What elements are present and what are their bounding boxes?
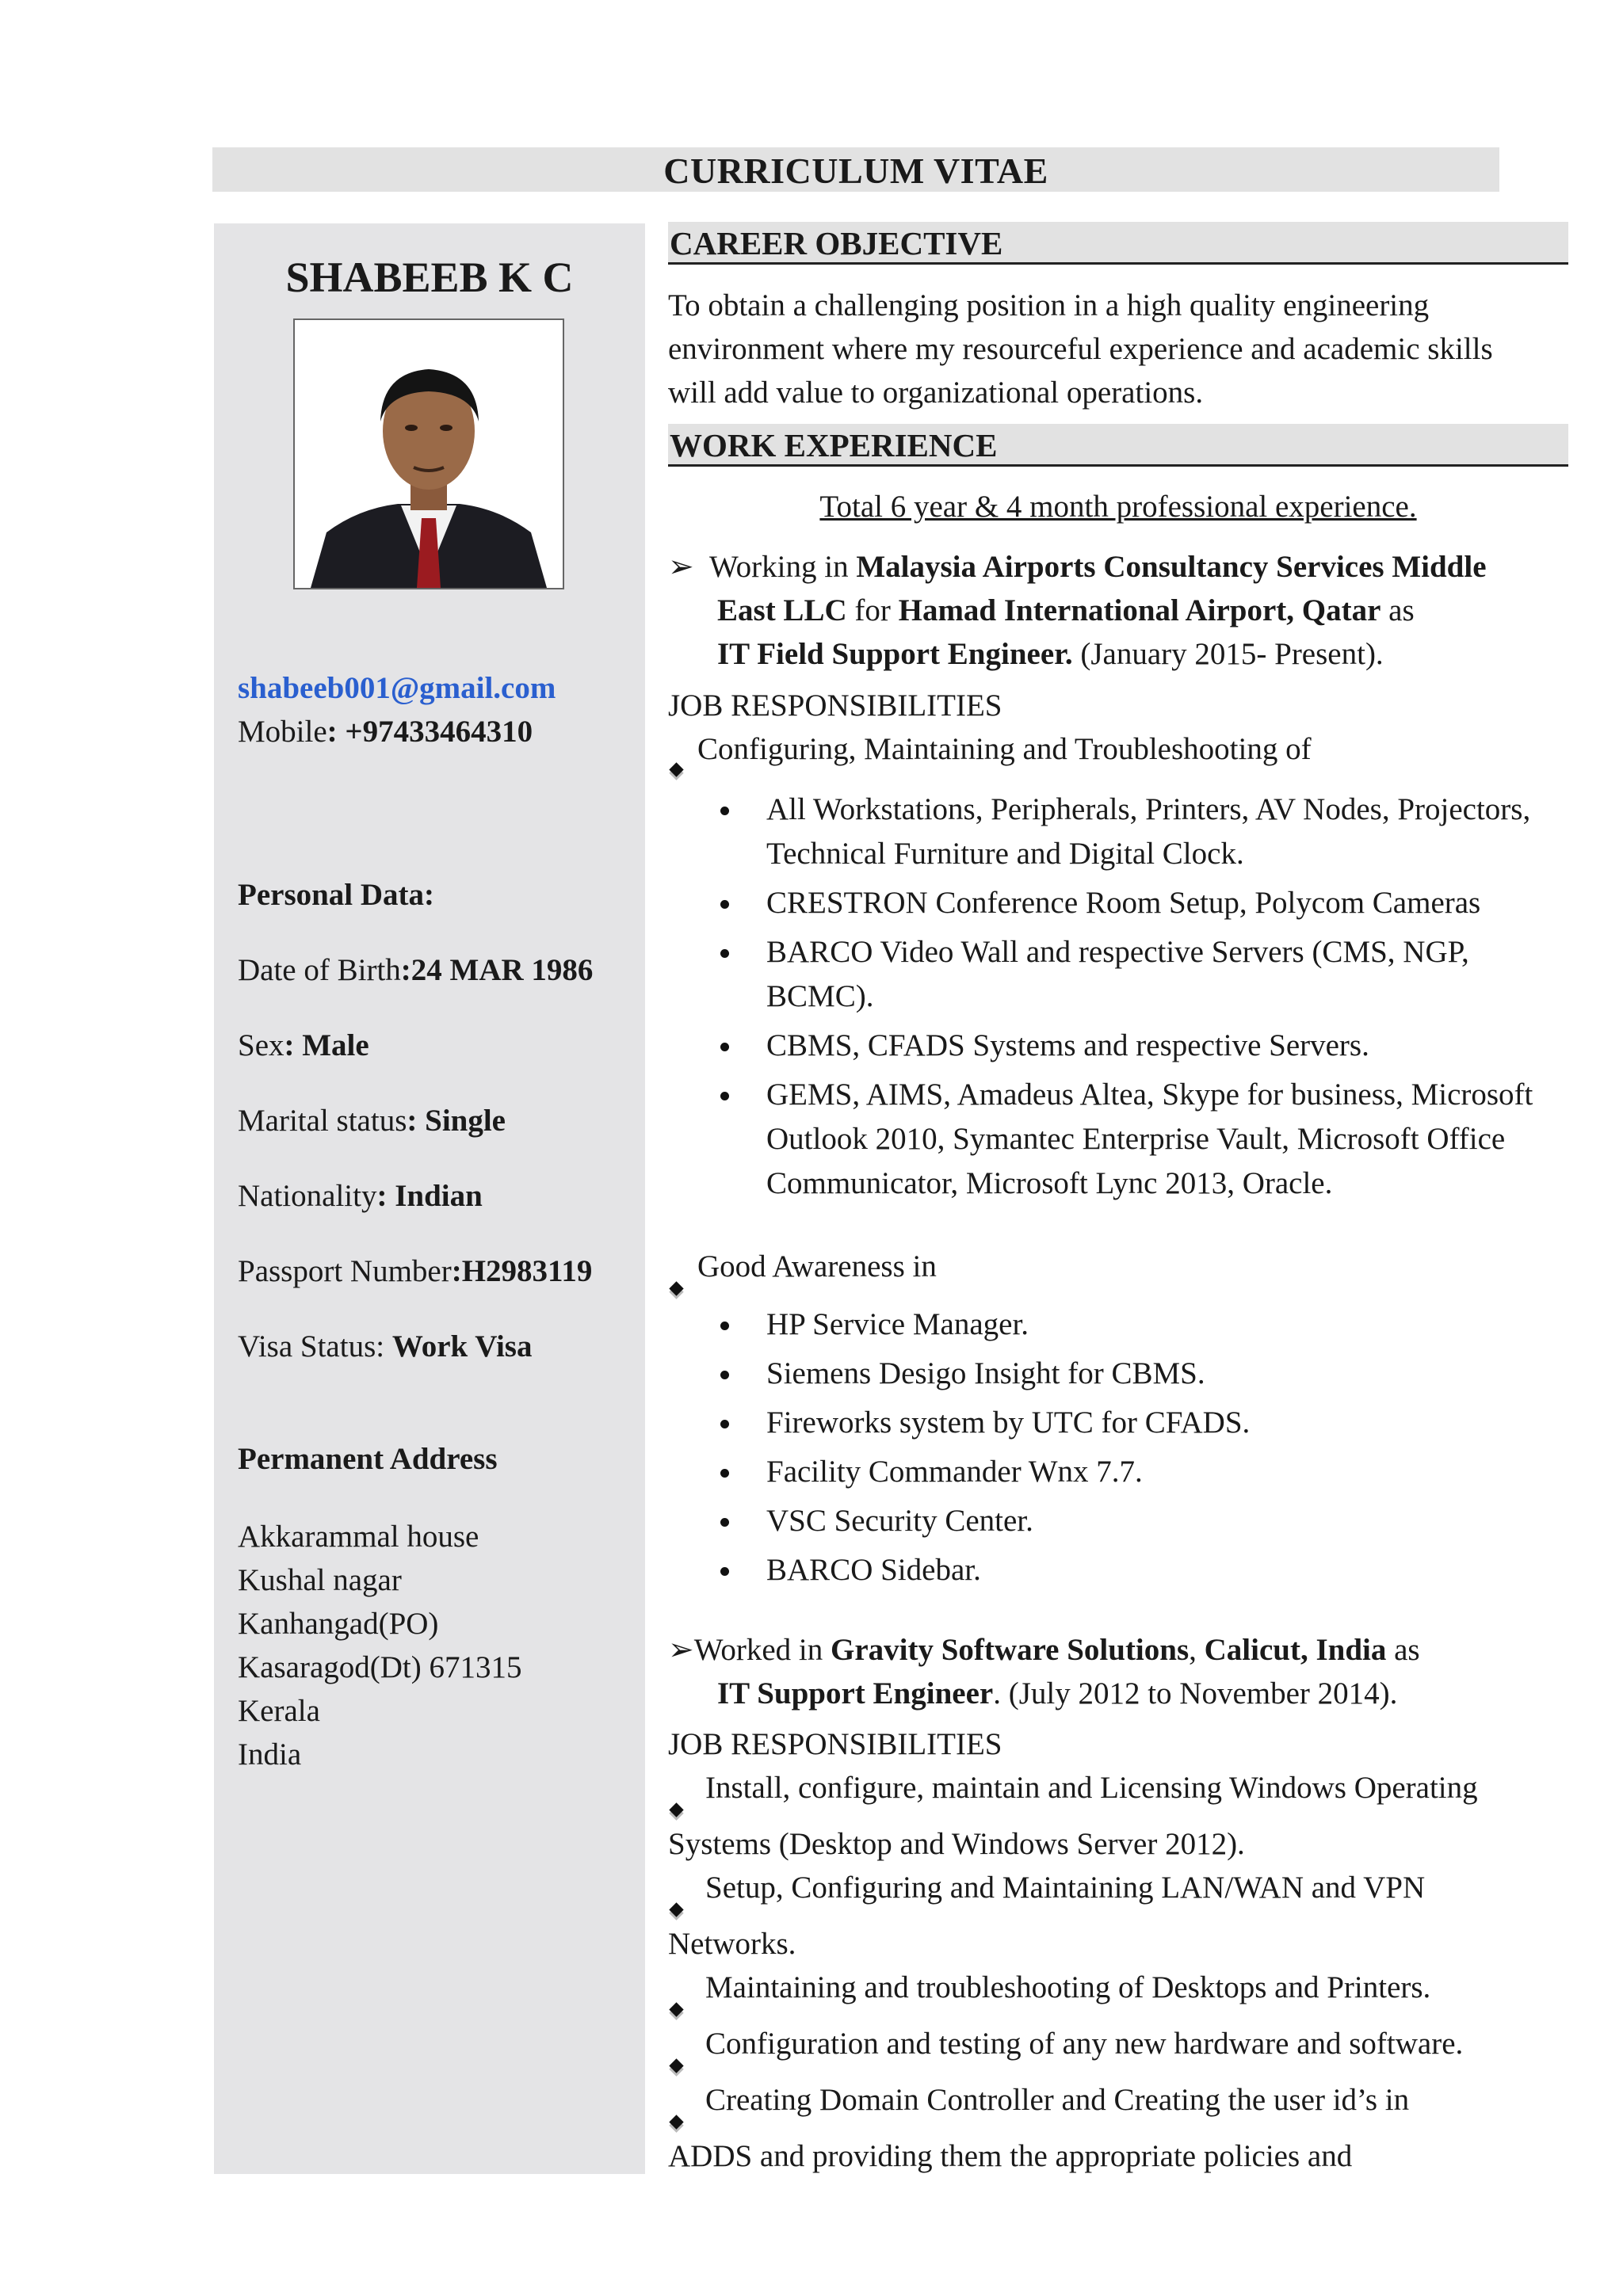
address-heading: Permanent Address xyxy=(238,1442,498,1476)
job1-line1 xyxy=(668,545,1487,589)
list-item xyxy=(717,1024,1573,1068)
list-item xyxy=(717,1548,1573,1592)
address-line: Kanhangad(PO) xyxy=(238,1607,439,1641)
career-objective-heading: CAREER OBJECTIVE xyxy=(668,222,1568,265)
address-block xyxy=(238,1515,521,1776)
total-experience: Total 6 year & 4 month professional experience. xyxy=(819,490,1417,524)
item-text: HP Service Manager. xyxy=(766,1307,1029,1341)
bullet-icon xyxy=(720,949,729,958)
list-item xyxy=(717,1302,1573,1347)
list-item xyxy=(717,930,1573,1019)
job1-dates: (January 2015- Present). xyxy=(1072,637,1384,671)
dob-row xyxy=(238,952,593,990)
passport-label: Passport Number xyxy=(238,1254,452,1288)
nationality-row xyxy=(238,1177,483,1215)
job1-line3 xyxy=(717,632,1384,676)
marital-row xyxy=(238,1102,506,1140)
mobile-value: : +97433464310 xyxy=(327,715,533,749)
job2-resp2-line2: Networks. xyxy=(668,1927,796,1961)
diamond-bullet-icon xyxy=(669,762,683,776)
bullet-icon xyxy=(720,807,729,815)
list-item xyxy=(717,1352,1573,1396)
job1-client: Hamad International Airport, Qatar xyxy=(898,593,1381,627)
item-text: BARCO Video Wall and respective Servers (CMS, NGP, BCMC). xyxy=(766,935,1469,1013)
sex-row xyxy=(238,1027,369,1065)
job2-resp4: Configuration and testing of any new hardware and software. xyxy=(705,2027,1464,2061)
job2-location: Calicut, India xyxy=(1204,1633,1387,1667)
job1-group2-title: Good Awareness in xyxy=(697,1249,937,1283)
job1-as: as xyxy=(1381,593,1415,627)
item-text: Facility Commander Wnx 7.7. xyxy=(766,1455,1143,1489)
passport-value: :H2983119 xyxy=(451,1254,593,1288)
job2-resp1-line2: Systems (Desktop and Windows Server 2012). xyxy=(668,1827,1245,1861)
job2-resp5-line2: ADDS and providing them the appropriate policies and xyxy=(668,2139,1353,2173)
bullet-icon xyxy=(720,1322,729,1330)
job1-company-cont: East LLC xyxy=(717,593,847,627)
career-line: environment where my resourceful experience and academic skills xyxy=(668,332,1493,366)
job1-for: for xyxy=(846,593,899,627)
list-item xyxy=(717,1450,1573,1494)
bullet-icon xyxy=(720,1092,729,1100)
career-objective-text xyxy=(668,284,1568,414)
address-line: Kasaragod(Dt) 671315 xyxy=(238,1650,522,1684)
bullet-icon xyxy=(720,1043,729,1051)
job2-dates: . (July 2012 to November 2014). xyxy=(993,1676,1398,1711)
job2-resp2-line1: Setup, Configuring and Maintaining LAN/WAN and VPN xyxy=(705,1871,1426,1905)
list-item xyxy=(717,1073,1573,1206)
item-text: All Workstations, Peripherals, Printers, AV Nodes, Projectors, Technical Furniture and Digital Clock. xyxy=(766,792,1531,871)
mobile-row xyxy=(238,713,533,751)
person-portrait-icon xyxy=(295,320,563,588)
job1-responsibilities-heading: JOB RESPONSIBILITIES xyxy=(668,688,1002,723)
diamond-bullet-icon xyxy=(669,1802,683,1817)
job2-company: Gravity Software Solutions xyxy=(831,1633,1190,1667)
dob-label: Date of Birth xyxy=(238,953,401,987)
item-text: VSC Security Center. xyxy=(766,1504,1033,1538)
address-line: Kushal nagar xyxy=(238,1563,402,1597)
bullet-icon xyxy=(720,1469,729,1478)
document-title: CURRICULUM VITAE xyxy=(212,147,1499,192)
diamond-bullet-icon xyxy=(669,1281,683,1295)
career-line: To obtain a challenging position in a high quality engineering xyxy=(668,288,1430,322)
address-line: India xyxy=(238,1737,302,1772)
job2-role: IT Support Engineer xyxy=(717,1676,994,1711)
item-text: GEMS, AIMS, Amadeus Altea, Skype for business, Microsoft Outlook 2010, Symantec Enterprise Vault, Microsoft Office Communicator, Microsoft Lync 2013, Oracle. xyxy=(766,1077,1533,1200)
diamond-bullet-icon xyxy=(669,2115,683,2129)
career-line: will add value to organizational operations. xyxy=(668,376,1204,410)
address-line: Kerala xyxy=(238,1694,320,1728)
list-item xyxy=(717,881,1573,925)
nationality-label: Nationality xyxy=(238,1179,377,1213)
diamond-bullet-icon xyxy=(669,2058,683,2073)
visa-row xyxy=(238,1328,532,1366)
arrow-icon: ➢ xyxy=(668,1633,694,1667)
job1-role: IT Field Support Engineer. xyxy=(717,637,1073,671)
job2-comma: , xyxy=(1189,1633,1205,1667)
job2-resp3: Maintaining and troubleshooting of Desktops and Printers. xyxy=(705,1970,1431,2004)
visa-label: Visa Status: xyxy=(238,1329,392,1363)
mobile-label: Mobile xyxy=(238,715,327,749)
item-text: CBMS, CFADS Systems and respective Servers. xyxy=(766,1028,1369,1062)
item-text: BARCO Sidebar. xyxy=(766,1553,981,1587)
job2-resp5-line1: Creating Domain Controller and Creating the user id’s in xyxy=(705,2083,1410,2117)
bullet-icon xyxy=(720,1371,729,1379)
marital-label: Marital status xyxy=(238,1104,407,1138)
visa-value: Work Visa xyxy=(391,1329,533,1363)
job2-line2 xyxy=(717,1672,1397,1715)
job1-line2 xyxy=(717,589,1415,632)
job1-group1-title: Configuring, Maintaining and Troubleshooting of xyxy=(697,732,1312,766)
personal-data-heading: Personal Data: xyxy=(238,878,435,912)
bullet-icon xyxy=(720,1567,729,1576)
job1-group2-list xyxy=(717,1302,1573,1597)
item-text: CRESTRON Conference Room Setup, Polycom Cameras xyxy=(766,886,1481,920)
job2-line1 xyxy=(668,1628,1420,1672)
job1-group1-list xyxy=(717,788,1573,1211)
list-item xyxy=(717,1499,1573,1543)
job2-resp1-line1: Install, configure, maintain and Licensing Windows Operating xyxy=(705,1771,1478,1805)
job2-as: as xyxy=(1386,1633,1420,1667)
work-experience-heading: WORK EXPERIENCE xyxy=(668,424,1568,467)
passport-row xyxy=(238,1253,592,1291)
sex-value: : Male xyxy=(284,1028,369,1062)
item-text: Siemens Desigo Insight for CBMS. xyxy=(766,1356,1205,1390)
job1-intro: Working in xyxy=(709,550,857,584)
list-item xyxy=(717,1401,1573,1445)
profile-photo xyxy=(293,318,564,589)
candidate-name: SHABEEB K C xyxy=(285,254,574,301)
job2-responsibilities-heading: JOB RESPONSIBILITIES xyxy=(668,1727,1002,1761)
marital-value: : Single xyxy=(407,1104,506,1138)
bullet-icon xyxy=(720,900,729,909)
diamond-bullet-icon xyxy=(669,1902,683,1917)
bullet-icon xyxy=(720,1420,729,1428)
job1-company: Malaysia Airports Consultancy Services Middle xyxy=(856,550,1487,584)
email-link[interactable]: shabeeb001@gmail.com xyxy=(238,671,556,705)
sex-label: Sex xyxy=(238,1028,285,1062)
nationality-value: : Indian xyxy=(376,1179,483,1213)
job2-intro: Worked in xyxy=(693,1633,831,1667)
item-text: Fireworks system by UTC for CFADS. xyxy=(766,1405,1251,1440)
dob-value: :24 MAR 1986 xyxy=(400,953,594,987)
list-item xyxy=(717,788,1573,876)
bullet-icon xyxy=(720,1518,729,1527)
address-line: Akkarammal house xyxy=(238,1520,479,1554)
diamond-bullet-icon xyxy=(669,2002,683,2016)
arrow-icon: ➢ xyxy=(668,550,694,584)
